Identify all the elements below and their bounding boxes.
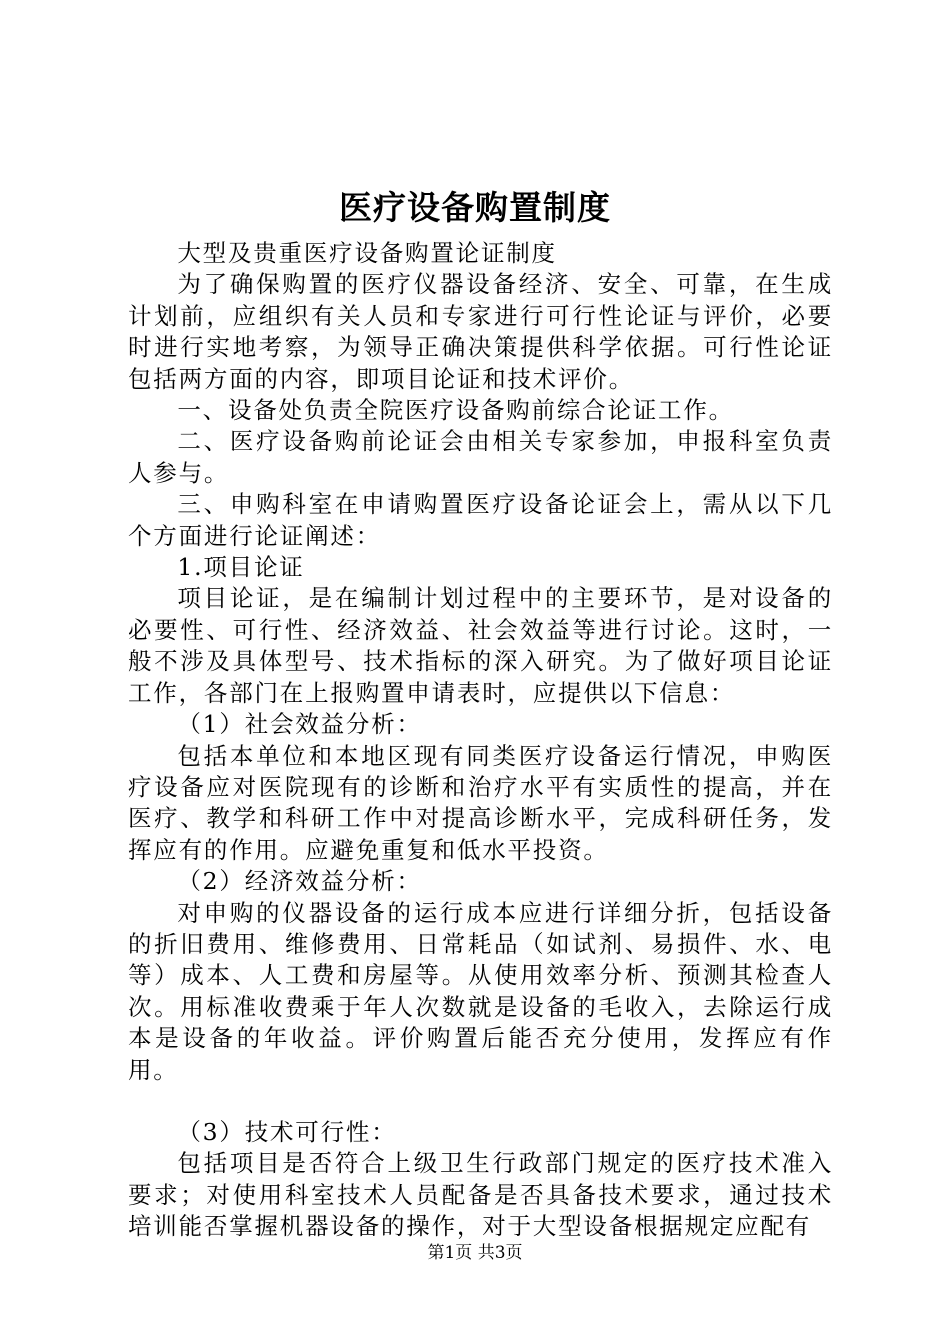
technical-feasibility-paragraph: 包括项目是否符合上级卫生行政部门规定的医疗技术准入要求；对使用科室技术人员配备是否具备技术要求，通过技术培训能否掌握机器设备的操作，对于大型设备根据规定应配有 — [128, 1149, 833, 1241]
rule-two-paragraph: 二、医疗设备购前论证会由相关专家参加，申报科室负责人参与。 — [128, 427, 833, 487]
subtitle-paragraph: 大型及贵重医疗设备购置论证制度 — [177, 239, 557, 267]
section-heading-project: 1.项目论证 — [177, 553, 305, 582]
economic-benefit-heading: （2）经济效益分析： — [177, 867, 422, 896]
technical-feasibility-heading: （3）技术可行性： — [177, 1117, 397, 1146]
page-number-footer: 第1页 共3页 — [427, 1243, 523, 1263]
project-paragraph: 项目论证，是在编制计划过程中的主要环节，是对设备的必要性、可行性、经济效益、社会效益等进行讨论。这时，一般不涉及具体型号、技术指标的深入研究。为了做好项目论证工作，各部门在上报购置申请表时，应提供以下信息： — [128, 584, 833, 707]
economic-benefit-paragraph: 对申购的仪器设备的运行成本应进行详细分折，包括设备的折旧费用、维修费用、日常耗品（如试剂、易损件、水、电等）成本、人工费和房屋等。从使用效率分析、预测其检查人次。用标准收费乘于年人次数就是设备的毛收入，去除运行成本是设备的年收益。评价购置后能否充分使用，发挥应有作用。 — [128, 898, 833, 1084]
intro-paragraph: 为了确保购置的医疗仪器设备经济、安全、可靠，在生成计划前，应组织有关人员和专家进行可行性论证与评价，必要时进行实地考察，为领导正确决策提供科学依据。可行性论证包括两方面的内容，即项目论证和技术评价。 — [128, 270, 833, 393]
social-benefit-heading: （1）社会效益分析： — [177, 710, 422, 739]
document-title: 医疗设备购置制度 — [339, 188, 611, 227]
social-benefit-paragraph: 包括本单位和本地区现有同类医疗设备运行情况，申购医疗设备应对医院现有的诊断和治疗水平有实质性的提高，并在医疗、教学和科研工作中对提高诊断水平，完成科研任务，发挥应有的作用。应避免重复和低水平投资。 — [128, 741, 833, 864]
rule-one-paragraph: 一、设备处负责全院医疗设备购前综合论证工作。 — [177, 396, 734, 425]
rule-three-paragraph: 三、申购科室在申请购置医疗设备论证会上，需从以下几个方面进行论证阐述： — [128, 490, 833, 550]
document-body — [128, 238, 833, 1243]
